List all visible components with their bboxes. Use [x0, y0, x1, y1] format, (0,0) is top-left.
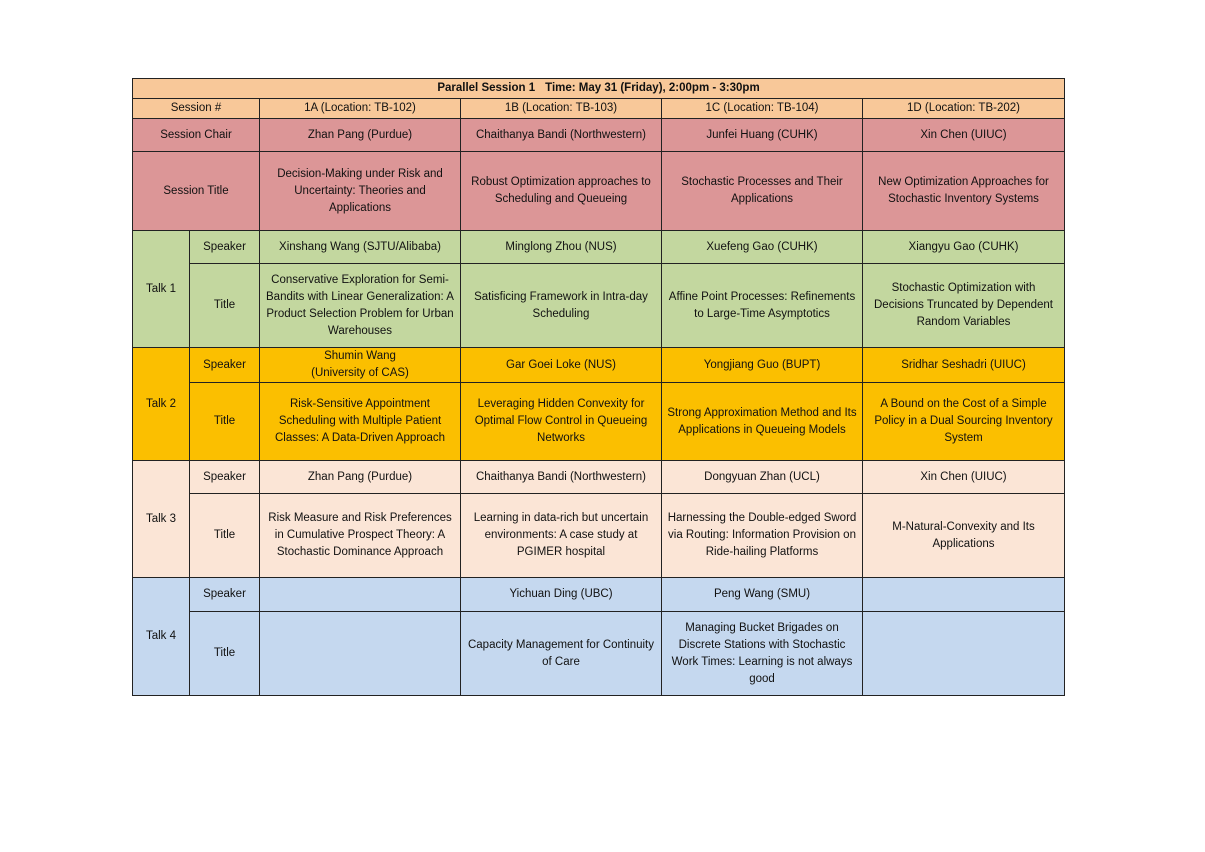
column-header-1b: 1B (Location: TB-103): [461, 99, 662, 119]
talk-4-label: Talk 4: [133, 578, 190, 696]
column-header-1c: 1C (Location: TB-104): [662, 99, 863, 119]
talk-4-title-1a: [260, 612, 461, 696]
session-time: Time: May 31 (Friday), 2:00pm - 3:30pm: [545, 82, 760, 94]
talk-1-speaker-1a: Xinshang Wang (SJTU/Alibaba): [260, 231, 461, 264]
talk-3-title-1b: Learning in data-rich but uncertain environments: A case study at PGIMER hospital: [461, 494, 662, 578]
talk-3-speaker-1d: Xin Chen (UIUC): [863, 461, 1065, 494]
title-label: Title: [190, 383, 260, 461]
talk-3-speaker-1b: Chaithanya Bandi (Northwestern): [461, 461, 662, 494]
session-chair-1a: Zhan Pang (Purdue): [260, 119, 461, 152]
session-title-1d: New Optimization Approaches for Stochastic Inventory Systems: [863, 152, 1065, 231]
column-header-row: [133, 99, 1065, 119]
session-title-1c: Stochastic Processes and Their Applications: [662, 152, 863, 231]
speaker-label: Speaker: [190, 348, 260, 383]
talk-4-speaker-1a: [260, 578, 461, 612]
talk-2-speaker-1a: Shumin Wang (University of CAS): [260, 348, 461, 383]
speaker-label: Speaker: [190, 461, 260, 494]
session-chair-label: Session Chair: [133, 119, 260, 152]
speaker-label: Speaker: [190, 578, 260, 612]
session-title-label: Session Title: [133, 152, 260, 231]
talk-2-label: Talk 2: [133, 348, 190, 461]
talk-3-title-1a: Risk Measure and Risk Preferences in Cumulative Prospect Theory: A Stochastic Dominance Approach: [260, 494, 461, 578]
talk-4-title-1b: Capacity Management for Continuity of Care: [461, 612, 662, 696]
session-chair-row: [133, 119, 1065, 152]
talk-3-speaker-row: [133, 461, 1065, 494]
talk-1-title-1a: Conservative Exploration for Semi-Bandits with Linear Generalization: A Product Selection Problem for Urban Warehouses: [260, 264, 461, 348]
talk-2-title-1d: A Bound on the Cost of a Simple Policy in a Dual Sourcing Inventory System: [863, 383, 1065, 461]
talk-4-speaker-1b: Yichuan Ding (UBC): [461, 578, 662, 612]
talk-1-label: Talk 1: [133, 231, 190, 348]
talk-1-speaker-1b: Minglong Zhou (NUS): [461, 231, 662, 264]
talk-1-title-1d: Stochastic Optimization with Decisions Truncated by Dependent Random Variables: [863, 264, 1065, 348]
talk-3-label: Talk 3: [133, 461, 190, 578]
talk-2-title-1a: Risk-Sensitive Appointment Scheduling with Multiple Patient Classes: A Data-Driven Approach: [260, 383, 461, 461]
session-chair-1c: Junfei Huang (CUHK): [662, 119, 863, 152]
talk-4-title-1c: Managing Bucket Brigades on Discrete Stations with Stochastic Work Times: Learning is not always good: [662, 612, 863, 696]
session-chair-1d: Xin Chen (UIUC): [863, 119, 1065, 152]
talk-2-title-1b: Leveraging Hidden Convexity for Optimal Flow Control in Queueing Networks: [461, 383, 662, 461]
session-title-row: [133, 152, 1065, 231]
talk-2-title-row: [133, 383, 1065, 461]
title-label: Title: [190, 494, 260, 578]
talk-4-speaker-1d: [863, 578, 1065, 612]
talk-3-title-1c: Harnessing the Double-edged Sword via Routing: Information Provision on Ride-hailing Platforms: [662, 494, 863, 578]
talk-4-speaker-row: [133, 578, 1065, 612]
session-title-1a: Decision-Making under Risk and Uncertainty: Theories and Applications: [260, 152, 461, 231]
column-header-1a: 1A (Location: TB-102): [260, 99, 461, 119]
column-header-session-num: Session #: [133, 99, 260, 119]
talk-3-speaker-1a: Zhan Pang (Purdue): [260, 461, 461, 494]
schedule-table: [132, 78, 1065, 696]
session-name: Parallel Session 1: [437, 82, 536, 94]
talk-4-title-row: [133, 612, 1065, 696]
speaker-label: Speaker: [190, 231, 260, 264]
talk-1-speaker-1d: Xiangyu Gao (CUHK): [863, 231, 1065, 264]
talk-1-speaker-1c: Xuefeng Gao (CUHK): [662, 231, 863, 264]
talk-4-title-1d: [863, 612, 1065, 696]
session-header: [133, 79, 1065, 99]
talk-2-speaker-1d: Sridhar Seshadri (UIUC): [863, 348, 1065, 383]
talk-1-title-1b: Satisficing Framework in Intra-day Scheduling: [461, 264, 662, 348]
talk-3-title-1d: M-Natural-Convexity and Its Applications: [863, 494, 1065, 578]
column-header-1d: 1D (Location: TB-202): [863, 99, 1065, 119]
title-label: Title: [190, 612, 260, 696]
talk-1-title-1c: Affine Point Processes: Refinements to Large-Time Asymptotics: [662, 264, 863, 348]
talk-4-speaker-1c: Peng Wang (SMU): [662, 578, 863, 612]
talk-2-title-1c: Strong Approximation Method and Its Applications in Queueing Models: [662, 383, 863, 461]
talk-2-speaker-1c: Yongjiang Guo (BUPT): [662, 348, 863, 383]
talk-2-speaker-1b: Gar Goei Loke (NUS): [461, 348, 662, 383]
session-title-1b: Robust Optimization approaches to Scheduling and Queueing: [461, 152, 662, 231]
talk-3-speaker-1c: Dongyuan Zhan (UCL): [662, 461, 863, 494]
title-label: Title: [190, 264, 260, 348]
session-chair-1b: Chaithanya Bandi (Northwestern): [461, 119, 662, 152]
talk-1-title-row: [133, 264, 1065, 348]
talk-1-speaker-row: [133, 231, 1065, 264]
session-header-row: [133, 79, 1065, 99]
talk-3-title-row: [133, 494, 1065, 578]
talk-2-speaker-row: [133, 348, 1065, 383]
